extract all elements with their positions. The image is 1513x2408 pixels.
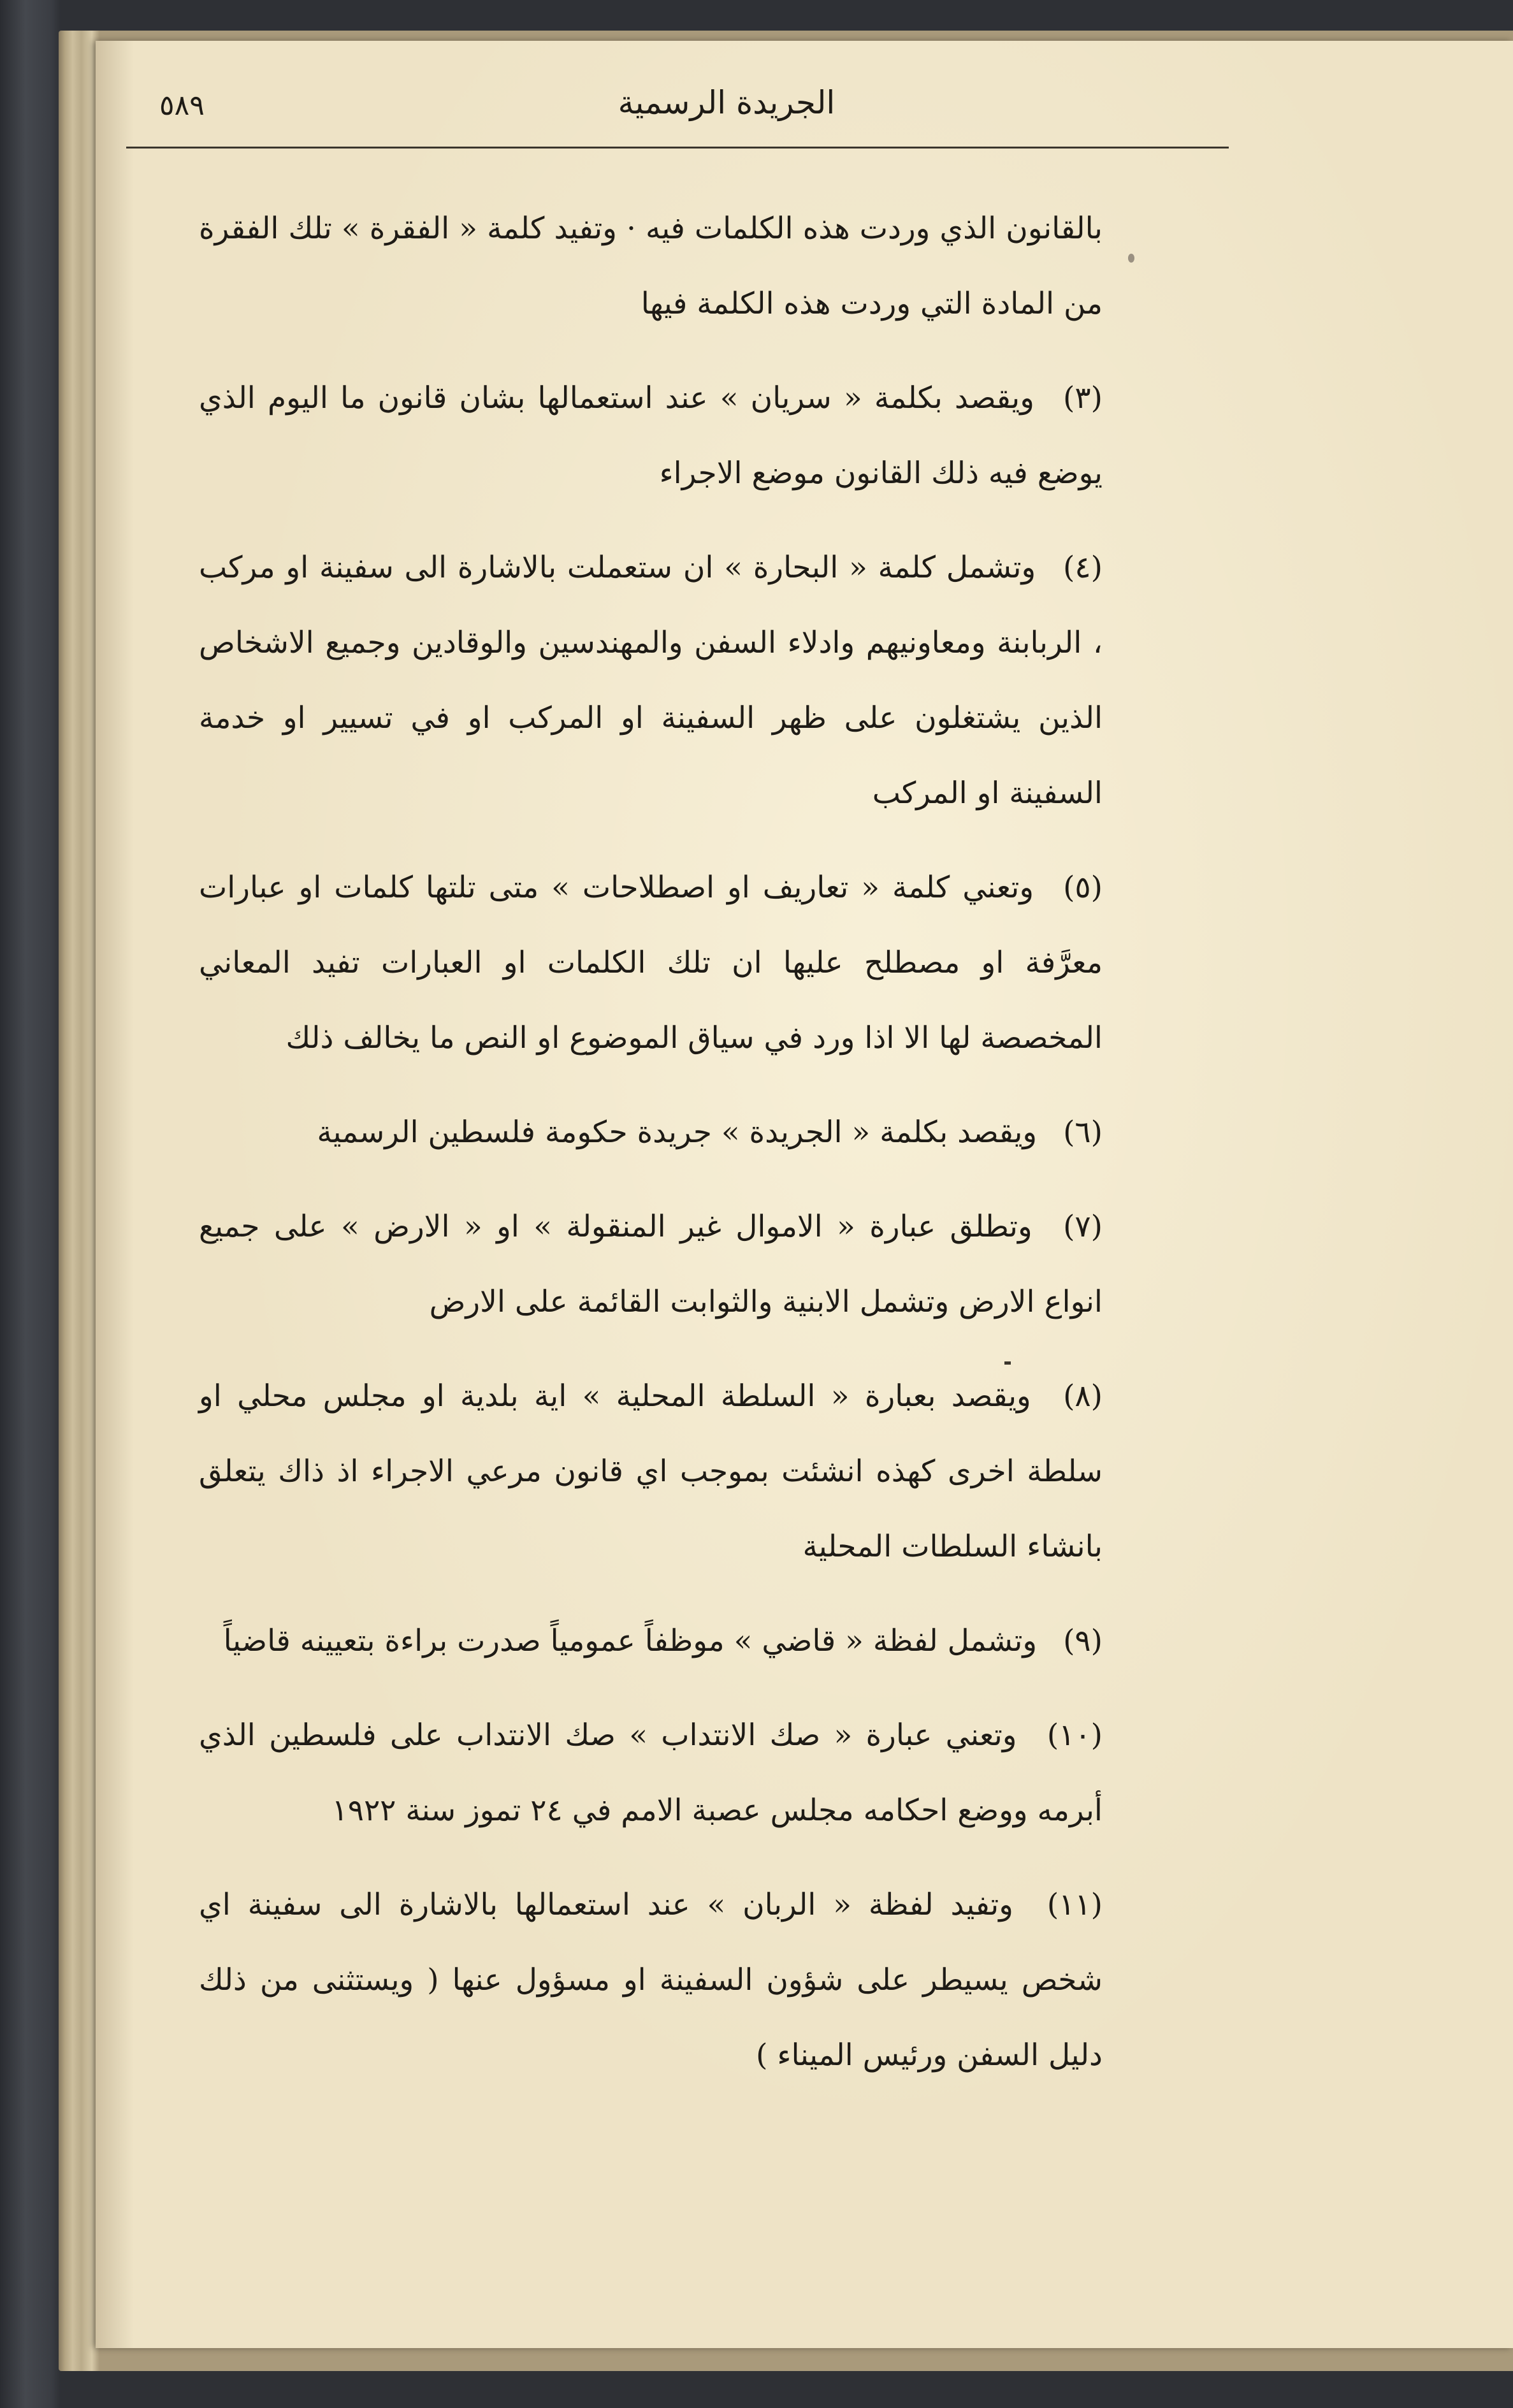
paragraph-text: ويقصد بعبارة « السلطة المحلية » اية بلدية او مجلس محلي او سلطة اخرى كهذه انشئت بموجب اي قانون مرعي الاجراء اذ ذاك يتعلق بانشاء السلطات المحلية — [199, 1379, 1103, 1564]
clause-number: (٥) — [1063, 870, 1103, 905]
clause-number: (٣) — [1063, 381, 1103, 416]
paragraph — [199, 191, 1103, 342]
paragraph — [199, 1698, 1103, 1848]
paragraph-text: وتشمل كلمة « البحارة » ان ستعملت بالاشارة الى سفينة او مركب ، الربابنة ومعاونيهم وادلاء السفن والمهندسين والوقادين وجميع الاشخاص الذين يشتغلون على ظهر السفينة او المركب او في تسيير او خدمة السفينة او المركب — [199, 550, 1103, 811]
paragraph — [199, 1604, 1103, 1679]
clause-number: (١٠) — [1046, 1718, 1103, 1753]
clause-number: (٤) — [1063, 550, 1103, 585]
paragraph-text: وتشمل لفظة « قاضي » موظفاً عمومياً صدرت براءة بتعيينه قاضياً — [223, 1623, 1038, 1658]
clause-number: (٧) — [1063, 1209, 1103, 1244]
paragraph — [199, 361, 1103, 511]
clause-number: (٦) — [1063, 1115, 1103, 1150]
paragraph — [199, 1868, 1103, 2093]
running-head: الجريدة الرسمية — [618, 84, 836, 121]
paragraph-text: ويقصد بكلمة « الجريدة » جريدة حكومة فلسطين الرسمية — [317, 1115, 1038, 1150]
paragraph-text: بالقانون الذي وردت هذه الكلمات فيه · وتفيد كلمة « الفقرة » تلك الفقرة من المادة التي وردت هذه الكلمة فيها — [199, 211, 1103, 321]
ink-speck — [1128, 254, 1134, 263]
paragraph — [199, 1189, 1103, 1340]
paragraph — [199, 1359, 1103, 1585]
paragraph — [199, 850, 1103, 1076]
body-text — [199, 191, 1103, 2231]
clause-number: (١١) — [1046, 1887, 1103, 1922]
paragraph-text: وتعني كلمة « تعاريف او اصطلاحات » متى تلتها كلمات او عبارات معرَّفة او مصطلح عليها ان تلك الكلمات او العبارات تفيد المعاني المخصصة لها الا اذا ورد في سياق الموضوع او النص ما يخالف ذلك — [199, 870, 1103, 1055]
clause-number: (٨) — [1063, 1379, 1103, 1414]
paragraph — [199, 1095, 1103, 1170]
paragraph-text: وتفيد لفظة « الربان » عند استعمالها بالاشارة الى سفينة اي شخص يسيطر على شؤون السفينة او مسؤول عنها ( ويستثنى من ذلك دليل السفن ورئيس الميناء ) — [199, 1887, 1103, 2073]
paragraph-text: ويقصد بكلمة « سريان » عند استعمالها بشان قانون ما اليوم الذي يوضع فيه ذلك القانون موضع الاجراء — [199, 381, 1103, 491]
paragraph — [199, 530, 1103, 831]
clause-number: (٩) — [1063, 1623, 1103, 1658]
page-number: ٥٨٩ — [159, 89, 205, 122]
header-rule — [126, 147, 1229, 149]
paragraph-text: وتعني عبارة « صك الانتداب » صك الانتداب على فلسطين الذي أبرمه ووضع احكامه مجلس عصبة الامم في ٢٤ تموز سنة ١٩٢٢ — [199, 1718, 1103, 1828]
paragraph-text: وتطلق عبارة « الاموال غير المنقولة » او « الارض » على جميع انواع الارض وتشمل الابنية والثوابت القائمة على الارض — [199, 1209, 1103, 1319]
